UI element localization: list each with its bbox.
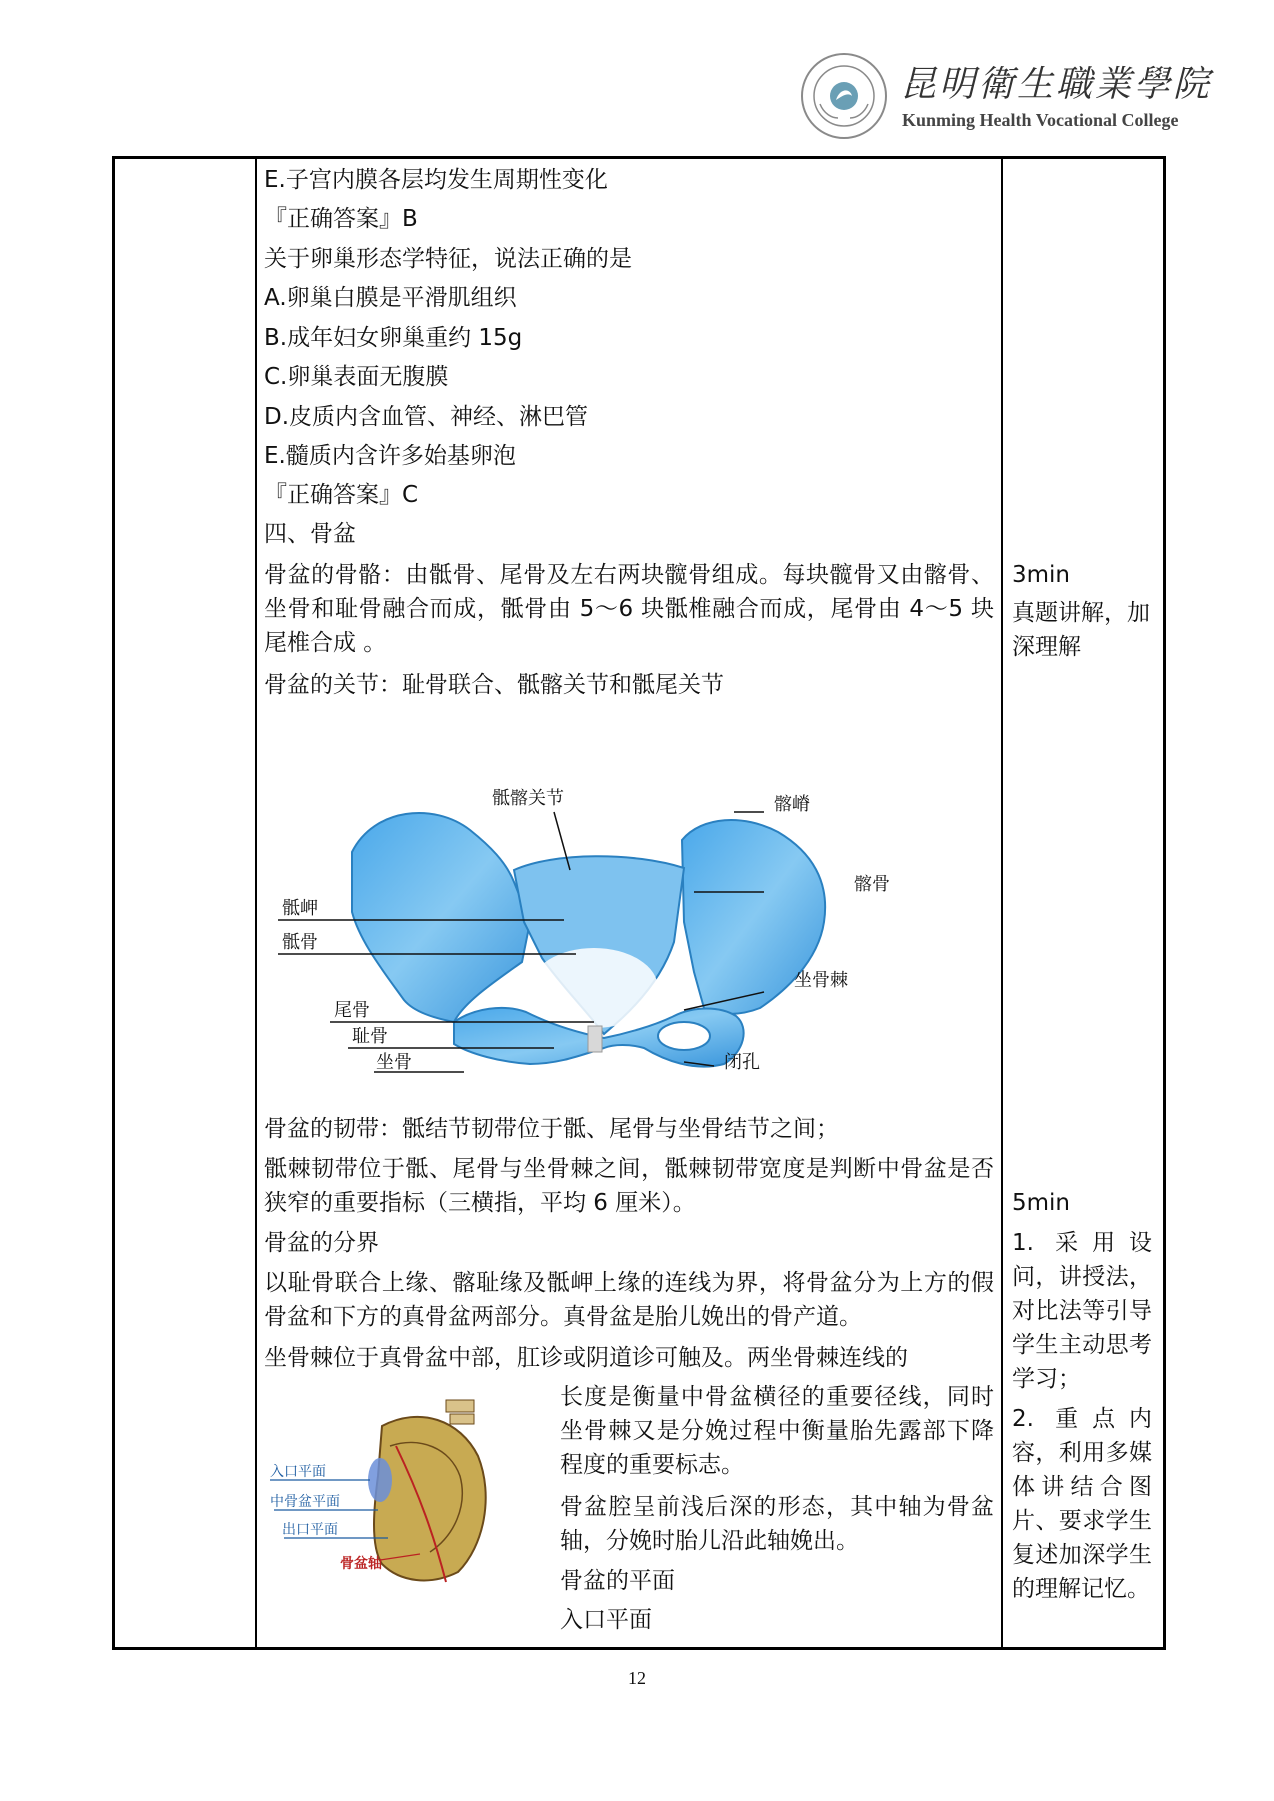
side-note-time: 3min xyxy=(1012,562,1071,588)
ischial-spine-line: 坐骨棘位于真骨盆中部，肛诊或阴道诊可触及。两坐骨棘连线的 xyxy=(264,1345,908,1371)
option-a: A.卵巢白膜是平滑肌组织 xyxy=(264,285,517,311)
pelvic-planes-figure xyxy=(270,1386,520,1590)
side-note-item: 2. 重点内容，利用多媒体讲结合图片、要求学生复述加深学生的理解记忆。 xyxy=(1012,1406,1152,1602)
option-c: C.卵巢表面无腹膜 xyxy=(264,364,449,390)
pelvic-axis-paragraph: 骨盆腔呈前浅后深的形态，其中轴为骨盆轴，分娩时胎儿沿此轴娩出。 xyxy=(560,1494,994,1554)
column-divider xyxy=(1001,159,1003,1647)
college-name-cn: 昆明衛生職業學院 xyxy=(900,64,1213,105)
section-heading: 四、骨盆 xyxy=(264,521,356,547)
inlet-title: 入口平面 xyxy=(560,1607,652,1633)
option-e: E.髓质内含许多始基卵泡 xyxy=(264,443,516,469)
boundary-paragraph: 以耻骨联合上缘、髂耻缘及骶岬上缘的连线为界，将骨盆分为上方的假骨盆和下方的真骨盆两部分。真骨盆是胎儿娩出的骨产道。 xyxy=(264,1270,994,1330)
question-line: 关于卵巢形态学特征，说法正确的是 xyxy=(264,246,632,272)
label-coccyx: 尾骨 xyxy=(334,1000,370,1021)
label-inlet-plane: 入口平面 xyxy=(270,1464,326,1480)
boundary-title: 骨盆的分界 xyxy=(264,1230,379,1256)
label-promontory: 骶岬 xyxy=(282,898,318,919)
label-sacrum: 骶骨 xyxy=(282,932,318,953)
label-ischial-spine: 坐骨棘 xyxy=(794,970,848,991)
label-sacroiliac-joint: 骶髂关节 xyxy=(492,788,564,809)
answer-line: 『正确答案』B xyxy=(264,206,418,232)
option-d: D.皮质内含血管、神经、淋巴管 xyxy=(264,404,589,430)
label-pelvic-axis: 骨盆轴 xyxy=(340,1556,382,1572)
joints-line: 骨盆的关节：耻骨联合、骶髂关节和骶尾关节 xyxy=(264,672,724,698)
label-pubis: 耻骨 xyxy=(352,1026,388,1047)
ligament-line: 骨盆的韧带：骶结节韧带位于骶、尾骨与坐骨结节之间； xyxy=(264,1116,839,1142)
option-b: B.成年妇女卵巢重约 15g xyxy=(264,325,523,351)
ligament-paragraph: 骶棘韧带位于骶、尾骨与坐骨棘之间，骶棘韧带宽度是判断中骨盆是否狭窄的重要指标（三横指，平均 6 厘米）。 xyxy=(264,1156,994,1216)
label-ilium: 髂骨 xyxy=(854,874,890,895)
label-obturator-foramen: 闭孔 xyxy=(724,1052,760,1073)
answer-line: 『正确答案』C xyxy=(264,482,419,508)
page-number: 12 xyxy=(628,1668,646,1688)
bone-paragraph: 骨盆的骨骼：由骶骨、尾骨及左右两块髋骨组成。每块髋骨又由髂骨、坐骨和耻骨融合而成，骶骨由 5～6 块骶椎融合而成，尾骨由 4～5 块尾椎合成 。 xyxy=(264,562,994,656)
column-divider xyxy=(255,159,257,1647)
pelvis-figure xyxy=(264,772,994,1077)
ischial-spine-paragraph: 长度是衡量中骨盆横径的重要径线，同时坐骨棘又是分娩过程中衡量胎先露部下降程度的重要标志。 xyxy=(560,1384,994,1478)
college-name-en: Kunming Health Vocational College xyxy=(902,110,1179,130)
side-note-item: 1. 采用设问，讲授法，对比法等引导学生主动思考学习； xyxy=(1012,1230,1152,1392)
college-logo xyxy=(800,52,1270,152)
side-note-text: 真题讲解，加深理解 xyxy=(1012,600,1150,660)
side-note-time: 5min xyxy=(1012,1190,1071,1216)
label-mid-plane: 中骨盆平面 xyxy=(270,1494,340,1510)
text-line: E.子宫内膜各层均发生周期性变化 xyxy=(264,167,608,193)
label-outlet-plane: 出口平面 xyxy=(282,1522,338,1538)
label-ischium: 坐骨 xyxy=(376,1052,412,1073)
planes-title: 骨盆的平面 xyxy=(560,1568,675,1594)
label-iliac-crest: 髂嵴 xyxy=(774,794,810,815)
college-seal-icon xyxy=(800,52,888,140)
